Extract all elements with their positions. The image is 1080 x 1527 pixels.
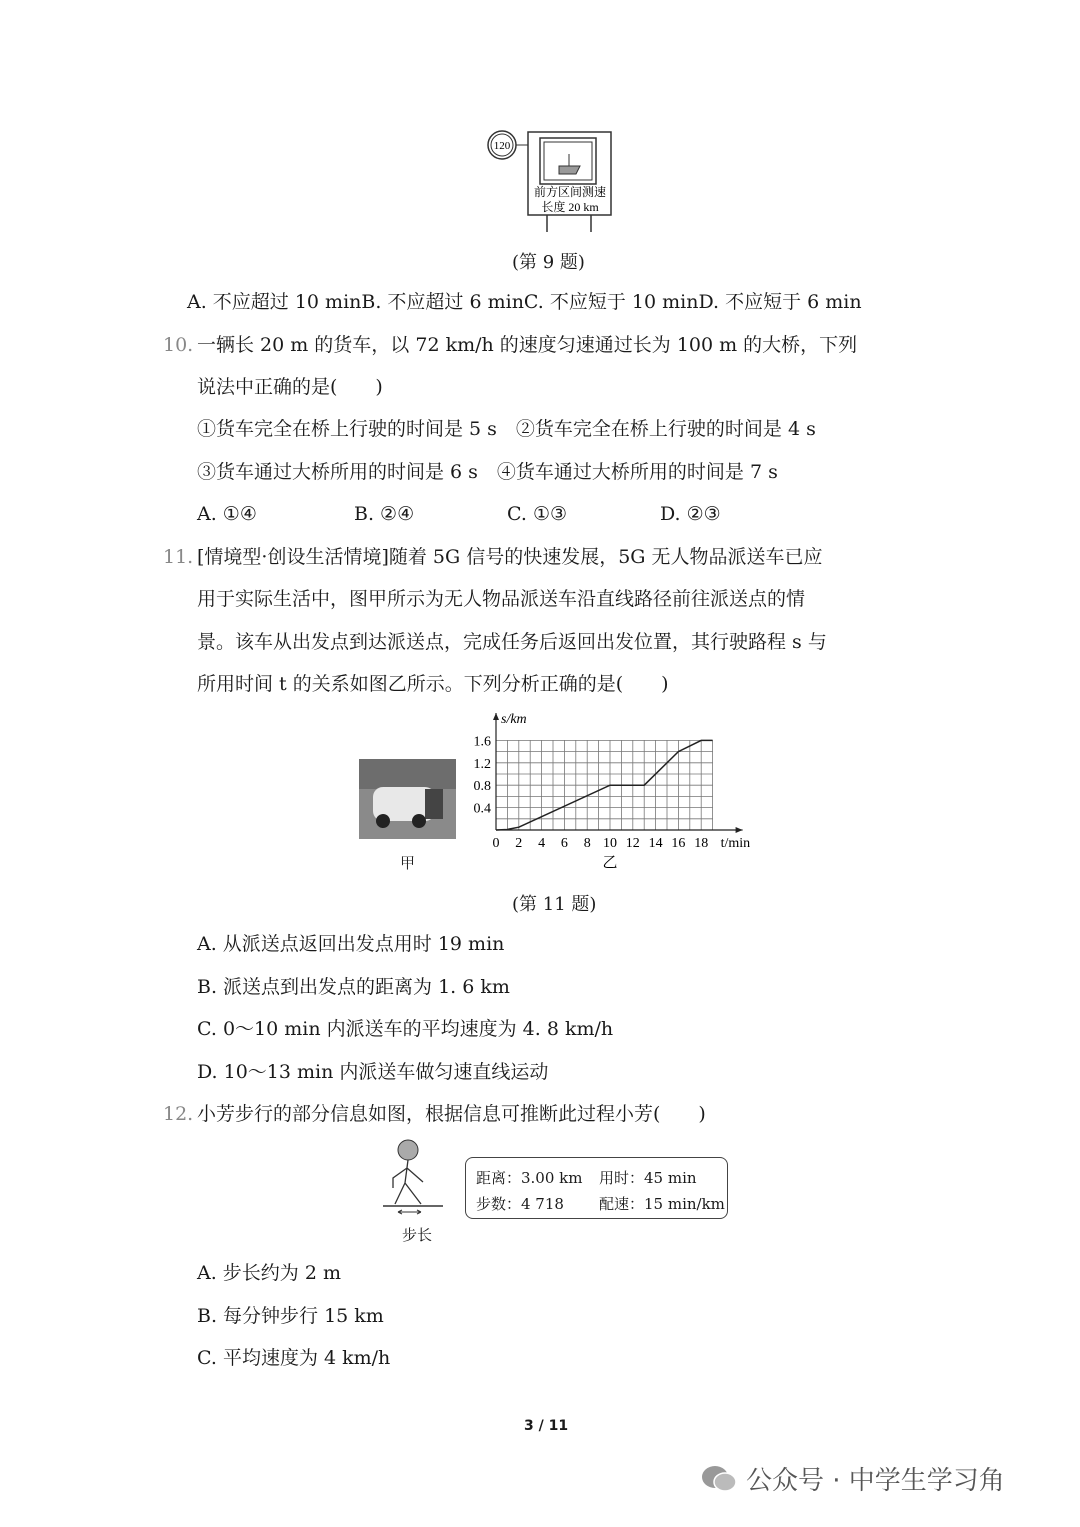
speed-limit-text: 120 bbox=[493, 140, 511, 152]
step-length-label: 步长 bbox=[402, 1226, 433, 1244]
x-tick-label: 10 bbox=[603, 836, 617, 851]
q10-line1: 一辆长 20 m 的货车，以 72 km/h 的速度匀速通过长为 100 m 的大桥，下列 bbox=[197, 334, 858, 356]
q9-options: A. 不应超过 10 minB. 不应超过 6 minC. 不应短于 10 minD. 不应短于 6 min bbox=[187, 291, 862, 313]
walking-info-box bbox=[465, 1157, 728, 1219]
q11-line3: 景。该车从出发点到达派送点，完成任务后返回出发位置，其行驶路程 s 与 bbox=[197, 631, 827, 653]
walking-person-figure bbox=[383, 1138, 443, 1218]
y-tick-label: 1.6 bbox=[473, 734, 491, 750]
q11-option-d: D. 10～13 min 内派送车做匀速直线运动 bbox=[197, 1061, 549, 1083]
x-tick-label: 16 bbox=[671, 836, 686, 851]
watermark-text: 公众号 · 中学生学习角 bbox=[746, 1466, 1005, 1496]
y-axis-arrow bbox=[493, 713, 499, 720]
q11-number: 11. bbox=[163, 546, 194, 568]
x-tick-label: 6 bbox=[560, 836, 568, 851]
q12-number: 12. bbox=[163, 1103, 194, 1125]
x-tick-label: 2 bbox=[515, 836, 523, 851]
q12-option-c: C. 平均速度为 4 km/h bbox=[197, 1347, 391, 1369]
sign-text-2: 长度 20 km bbox=[541, 200, 599, 214]
q12-option-b: B. 每分钟步行 15 km bbox=[197, 1305, 384, 1327]
distance-value: 距离：3.00 km bbox=[476, 1169, 583, 1187]
x-tick-label: 14 bbox=[648, 836, 663, 851]
q10-option-d: D. ②③ bbox=[660, 503, 721, 525]
q10-statement-2: ③货车通过大桥所用的时间是 6 s ④货车通过大桥所用的时间是 7 s bbox=[197, 461, 778, 483]
q11-option-c: C. 0～10 min 内派送车的平均速度为 4. 8 km/h bbox=[197, 1018, 614, 1040]
q12-line1: 小芳步行的部分信息如图，根据信息可推断此过程小芳( ) bbox=[197, 1103, 706, 1125]
sign-text-1: 前方区间测速 bbox=[533, 185, 607, 199]
q12-option-a: A. 步长约为 2 m bbox=[197, 1262, 341, 1284]
q11-line2: 用于实际生活中，图甲所示为无人物品派送车沿直线路径前往派送点的情 bbox=[197, 588, 806, 610]
steps-value: 步数：4 718 bbox=[476, 1195, 564, 1213]
x-tick-label: 12 bbox=[625, 836, 640, 851]
x-tick-label: 8 bbox=[583, 836, 591, 851]
wechat-icon bbox=[700, 1464, 738, 1494]
x-tick-label: 0 bbox=[492, 836, 500, 851]
x-tick-label: 18 bbox=[694, 836, 709, 851]
time-value: 用时：45 min bbox=[599, 1169, 697, 1187]
q10-option-b: B. ②④ bbox=[354, 503, 415, 525]
q10-option-c: C. ①③ bbox=[507, 503, 568, 525]
x-tick-label: 4 bbox=[538, 836, 546, 851]
figure-9-caption: (第 9 题) bbox=[512, 252, 585, 273]
figure-a-label: 甲 bbox=[400, 854, 416, 872]
page-number: 3 / 11 bbox=[524, 1418, 569, 1434]
q10-line2: 说法中正确的是( ) bbox=[197, 376, 383, 398]
q10-number: 10. bbox=[163, 334, 194, 356]
q11-line1: [情境型·创设生活情境]随着 5G 信号的快速发展，5G 无人物品派送车已应 bbox=[197, 546, 823, 568]
x-axis-arrow bbox=[736, 827, 743, 833]
y-axis-label: s/km bbox=[501, 712, 527, 727]
speed-zone-sign-figure bbox=[484, 128, 619, 233]
y-tick-label: 0.4 bbox=[473, 801, 491, 817]
q10-statement-1: ①货车完全在桥上行驶的时间是 5 s ②货车完全在桥上行驶的时间是 4 s bbox=[197, 418, 816, 440]
q10-option-a: A. ①④ bbox=[197, 503, 257, 525]
q11-option-a: A. 从派送点返回出发点用时 19 min bbox=[197, 933, 505, 955]
y-tick-label: 0.8 bbox=[473, 779, 491, 795]
q11-line4: 所用时间 t 的关系如图乙所示。下列分析正确的是( ) bbox=[197, 673, 669, 695]
x-axis-label: t/min bbox=[720, 836, 751, 851]
distance-time-chart bbox=[460, 705, 760, 875]
watermark bbox=[700, 1460, 1005, 1497]
delivery-vehicle-photo bbox=[359, 759, 456, 839]
figure-11-caption: (第 11 题) bbox=[512, 894, 597, 915]
q11-option-b: B. 派送点到出发点的距离为 1. 6 km bbox=[197, 976, 510, 998]
pace-value: 配速：15 min/km bbox=[599, 1195, 725, 1213]
y-tick-label: 1.2 bbox=[473, 756, 491, 772]
figure-b-label: 乙 bbox=[602, 855, 618, 871]
